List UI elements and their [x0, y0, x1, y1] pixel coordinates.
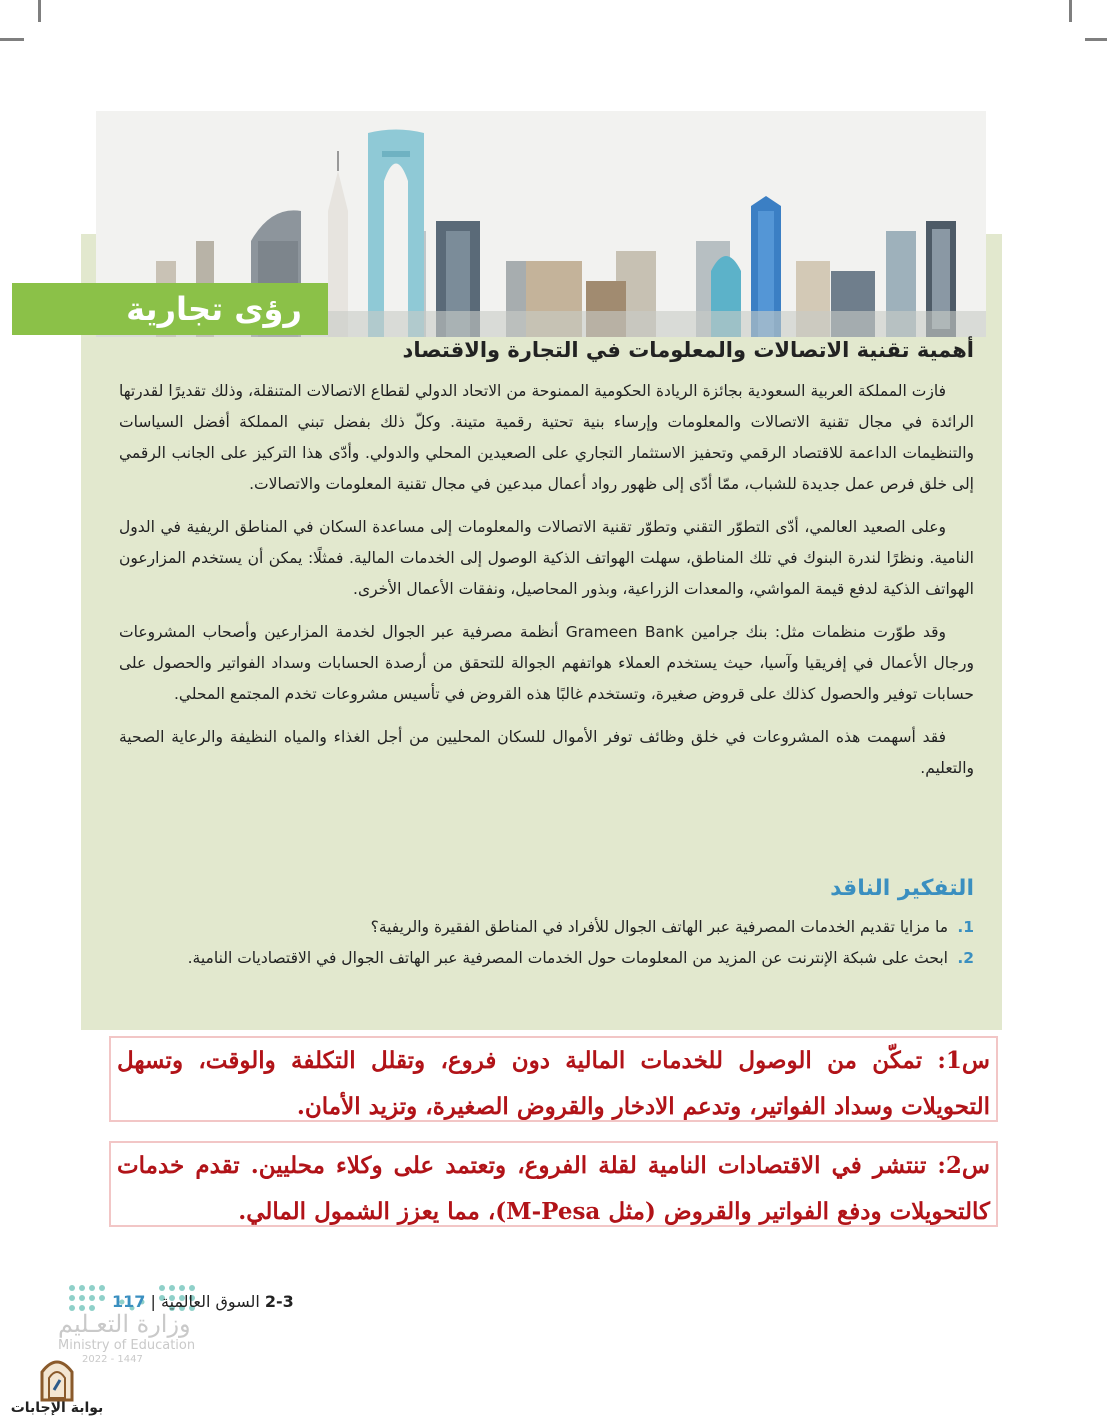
- answer-text: س1: تمكّن من الوصول للخدمات المالية دون فروع، وتقلل التكلفة والوقت، وتسهل التحويلات وسداد الفواتير، وتدعم الادخار والقروض الصغيرة، وتزيد الأمان.: [117, 1047, 990, 1120]
- critical-thinking-heading: التفكير الناقد: [830, 876, 974, 901]
- page-reference: [112, 1292, 294, 1311]
- ministry-name-ar: وزارة التعـليم: [58, 1310, 191, 1338]
- section-tab-label: رؤى تجارية: [126, 290, 302, 328]
- question-number: 1.: [957, 918, 974, 936]
- answer-box-1: [109, 1036, 998, 1122]
- crop-mark: [0, 38, 24, 41]
- question-list: [114, 912, 974, 974]
- ministry-year: 2022 - 1447: [82, 1354, 143, 1365]
- answer-text: س2: تنتشر في الاقتصادات النامية لقلة الفروع، وتعتمد على وكلاء محليين. تقدم خدمات كالتحويلات ودفع الفواتير والقروض (مثل M-Pesa)، مما يعزز الشمول المالي.: [117, 1152, 990, 1225]
- paragraph: وعلى الصعيد العالمي، أدّى التطوّر التقني وتطوّر تقنية الاتصالات والمعلومات إلى مساعدة السكان في المناطق الريفية في الدول النامية. ونظرًا لندرة البنوك في تلك المناطق، سهلت الهواتف الذكية الوصول إلى الخدمات المالية. فمثلًا: يمكن أن يستخدم المزارعون الهواتف الذكية لدفع قيمة المواشي، والمعدات الزراعية، وبذور المحاصيل، ونفقات الأعمال الأخرى.: [119, 518, 974, 598]
- question-item: [114, 943, 974, 974]
- crop-mark: [1085, 38, 1107, 41]
- article-heading: أهمية تقنية الاتصالات والمعلومات في التجارة والاقتصاد: [402, 338, 974, 362]
- site-label[interactable]: بوابة الإجابات: [10, 1400, 104, 1416]
- question-text: ابحث على شبكة الإنترنت عن المزيد من المعلومات حول الخدمات المصرفية عبر الهاتف الجوال في الاقتصاديات النامية.: [187, 949, 948, 967]
- ministry-name-en: Ministry of Education: [58, 1338, 196, 1353]
- crop-mark: [1069, 0, 1072, 22]
- paragraph: فازت المملكة العربية السعودية بجائزة الريادة الحكومية الممنوحة من الاتحاد الدولي لقطاع الاتصالات المتنقلة، وذلك تقديرًا لقدرتها الرائدة في مجال تقنية الاتصالات والمعلومات وإرساء بنية تحتية رقمية متينة. وكلّ ذلك بفضل تبني المملكة أفضل السياسات والتنظيمات الداعمة للاقتصاد الرقمي وتحفيز الاستثمار التجاري على الصعيدين المحلي والدولي. وأدّى هذا التركيز على الجانب الرقمي إلى خلق فرص عمل جديدة للشباب، ممّا أدّى إلى ظهور رواد أعمال مبدعين في مجال تقنية المعلومات والاتصالات.: [119, 382, 974, 493]
- article-body: [119, 376, 974, 796]
- answer-box-2: [109, 1141, 998, 1227]
- section-number: 2-3: [264, 1292, 294, 1311]
- question-text: ما مزايا تقديم الخدمات المصرفية عبر الهاتف الجوال للأفراد في المناطق الفقيرة والريفية؟: [370, 918, 948, 936]
- separator: |: [150, 1292, 156, 1311]
- question-number: 2.: [957, 949, 974, 967]
- section-tab: [12, 283, 328, 335]
- section-title: السوق العالمية: [160, 1292, 260, 1311]
- crop-mark: [38, 0, 41, 22]
- paragraph: وقد طوّرت منظمات مثل: بنك جرامين Grameen Bank أنظمة مصرفية عبر الجوال لخدمة المزارعين وأصحاب المشروعات ورجال الأعمال في إفريقيا وآسيا، حيث يستخدم العملاء هواتفهم الجوالة للتحقق من أرصدة الحسابات وسداد الفواتير والحصول على حسابات توفير والحصول كذلك على قروض صغيرة، وتستخدم غالبًا هذه القروض في تأسيس مشروعات تخدم المجتمع المحلي.: [119, 623, 974, 703]
- paragraph: فقد أسهمت هذه المشروعات في خلق وظائف توفر الأموال للسكان المحليين من أجل الغذاء والمياه النظيفة والرعاية الصحية والتعليم.: [119, 728, 974, 777]
- page-number: 117: [112, 1292, 146, 1311]
- question-item: [114, 912, 974, 943]
